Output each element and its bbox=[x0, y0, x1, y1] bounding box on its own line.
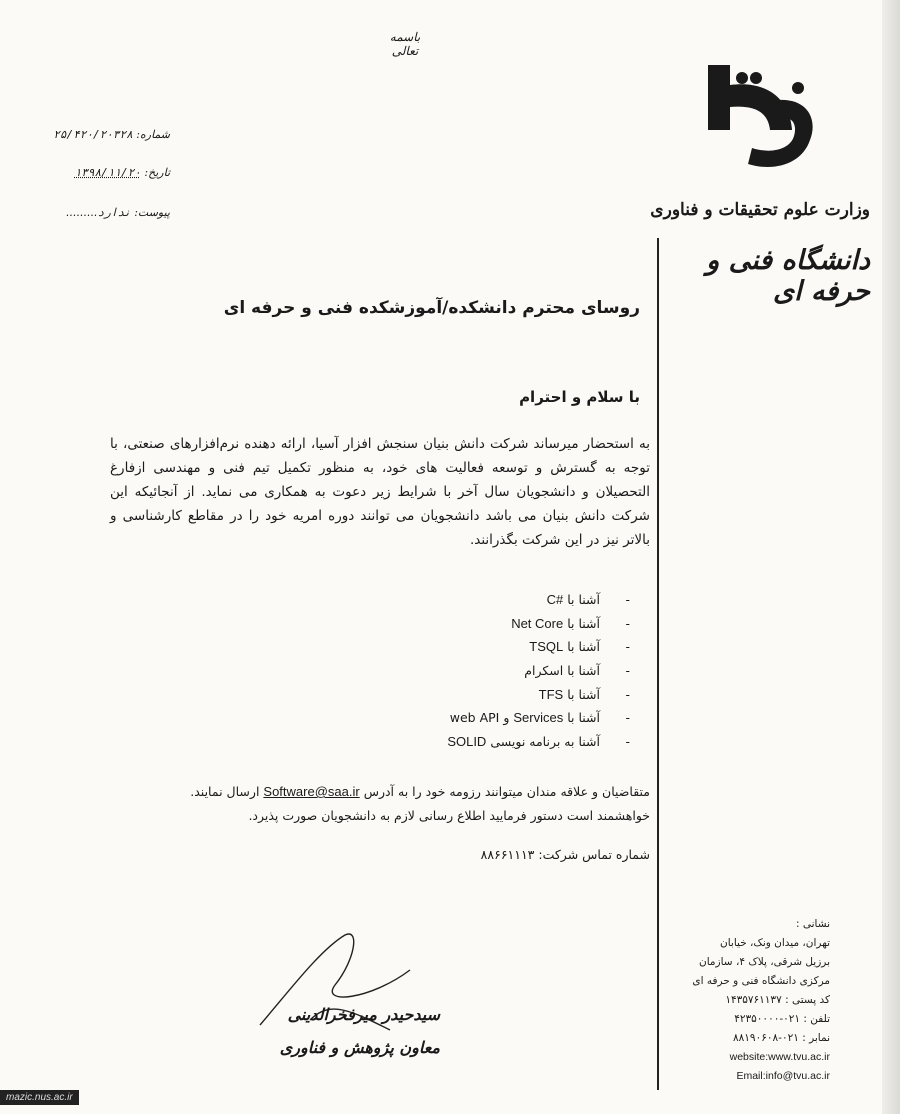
address-line: برزیل شرقی، پلاک ۴، سازمان bbox=[699, 956, 830, 968]
phone-label: شماره تماس شرکت: bbox=[538, 847, 650, 862]
list-item: - آشنا با Services و web API bbox=[449, 710, 630, 726]
recipient-line: روسای محترم دانشکده/آموزشکده فنی و حرفه ای bbox=[223, 298, 640, 318]
requirements-list bbox=[400, 588, 630, 754]
apply-text-end: ارسال نمایند. bbox=[190, 784, 260, 799]
signatory-name: سیدحیدر میرفخرالدینی bbox=[287, 1005, 440, 1024]
scan-edge bbox=[882, 0, 900, 1114]
attachment-value: ندارد bbox=[97, 206, 131, 219]
number-label: شماره: bbox=[136, 128, 170, 141]
margin-divider bbox=[657, 238, 659, 1090]
date-value: ۱۳۹۸/۱۱/۲۰ bbox=[74, 166, 141, 179]
list-item: - آشنا با اسکرام bbox=[524, 663, 630, 679]
list-item: - آشنا به برنامه نویسی SOLID bbox=[447, 734, 630, 750]
fax: نمابر : ۰۲۱-۸۸۱۹۰۶۰۸ bbox=[733, 1032, 830, 1044]
telephone: تلفن : ۰۲۱-۴۲۳۵۰۰۰۰ bbox=[734, 1013, 830, 1025]
postal-code: کد پستی : ۱۴۳۵۷۶۱۱۳۷ bbox=[725, 994, 830, 1006]
list-item: - آشنا با TSQL bbox=[529, 639, 630, 655]
university-name: دانشگاه فنی و حرفه ای bbox=[706, 245, 870, 307]
number-value: ۲۵/۴۲۰/۲۰۳۲۸ bbox=[53, 128, 133, 141]
bismillah: باسمه تعالی bbox=[389, 30, 421, 58]
university-logo-icon bbox=[690, 60, 830, 175]
list-item: - آشنا با C# bbox=[546, 592, 630, 607]
address-line: تهران، میدان ونک، خیابان bbox=[720, 937, 830, 949]
phone-value: ۸۸۶۶۱۱۱۳ bbox=[480, 847, 535, 862]
address-block bbox=[670, 915, 830, 1086]
ministry-name: وزارت علوم تحقیقات و فناوری bbox=[650, 200, 870, 220]
list-item: - آشنا با Net Core bbox=[511, 615, 630, 631]
contact-email[interactable]: Email:info@tvu.ac.ir bbox=[736, 1070, 830, 1082]
letter-attachment: پیوست: ندارد......... bbox=[66, 206, 170, 219]
greeting: با سلام و احترام bbox=[519, 388, 640, 406]
letter-body: به استحضار میرساند شرکت دانش بنیان سنجش افزار آسیا، ارائه دهنده نرم‌افزارهای صنعتی، با توجه به گسترش و توسعه فعالیت های خود، به منظور تکمیل تیم فنی و مهندسی ازفارغ التحصیلان و دانشجویان سال آخر با شرایط زیر دعوت به همکاری می نماید. از آنجائیکه این شرکت دانش بنیان می باشد دانشجویان می توانند دوره امریه خود را در مقاطع کارشناسی و بالاتر نیز در این شرکت بگذرانند. bbox=[110, 436, 650, 548]
company-phone bbox=[300, 847, 650, 862]
watermark: mazic.nus.ac.ir bbox=[0, 1090, 79, 1105]
apply-text: متقاضیان و علاقه مندان میتوانند رزومه خود را به آدرس bbox=[363, 784, 650, 799]
address-line: مرکزی دانشگاه فنی و حرفه ای bbox=[692, 975, 830, 987]
request-text: خواهشمند است دستور فرمایید اطلاع رسانی لازم به دانشجویان صورت پذیرد. bbox=[248, 808, 650, 823]
email-link[interactable]: Software@saa.ir bbox=[263, 784, 360, 799]
address-heading: نشانی : bbox=[795, 918, 830, 930]
letter-date bbox=[40, 166, 170, 179]
signatory-title: معاون پژوهش و فناوری bbox=[279, 1038, 440, 1057]
closing-paragraph bbox=[110, 780, 650, 828]
letter-number bbox=[40, 128, 170, 141]
website[interactable]: website:www.tvu.ac.ir bbox=[729, 1051, 830, 1063]
date-label: تاریخ: bbox=[144, 166, 170, 179]
attachment-label: پیوست: bbox=[134, 206, 170, 219]
list-item: - آشنا با TFS bbox=[538, 686, 630, 702]
